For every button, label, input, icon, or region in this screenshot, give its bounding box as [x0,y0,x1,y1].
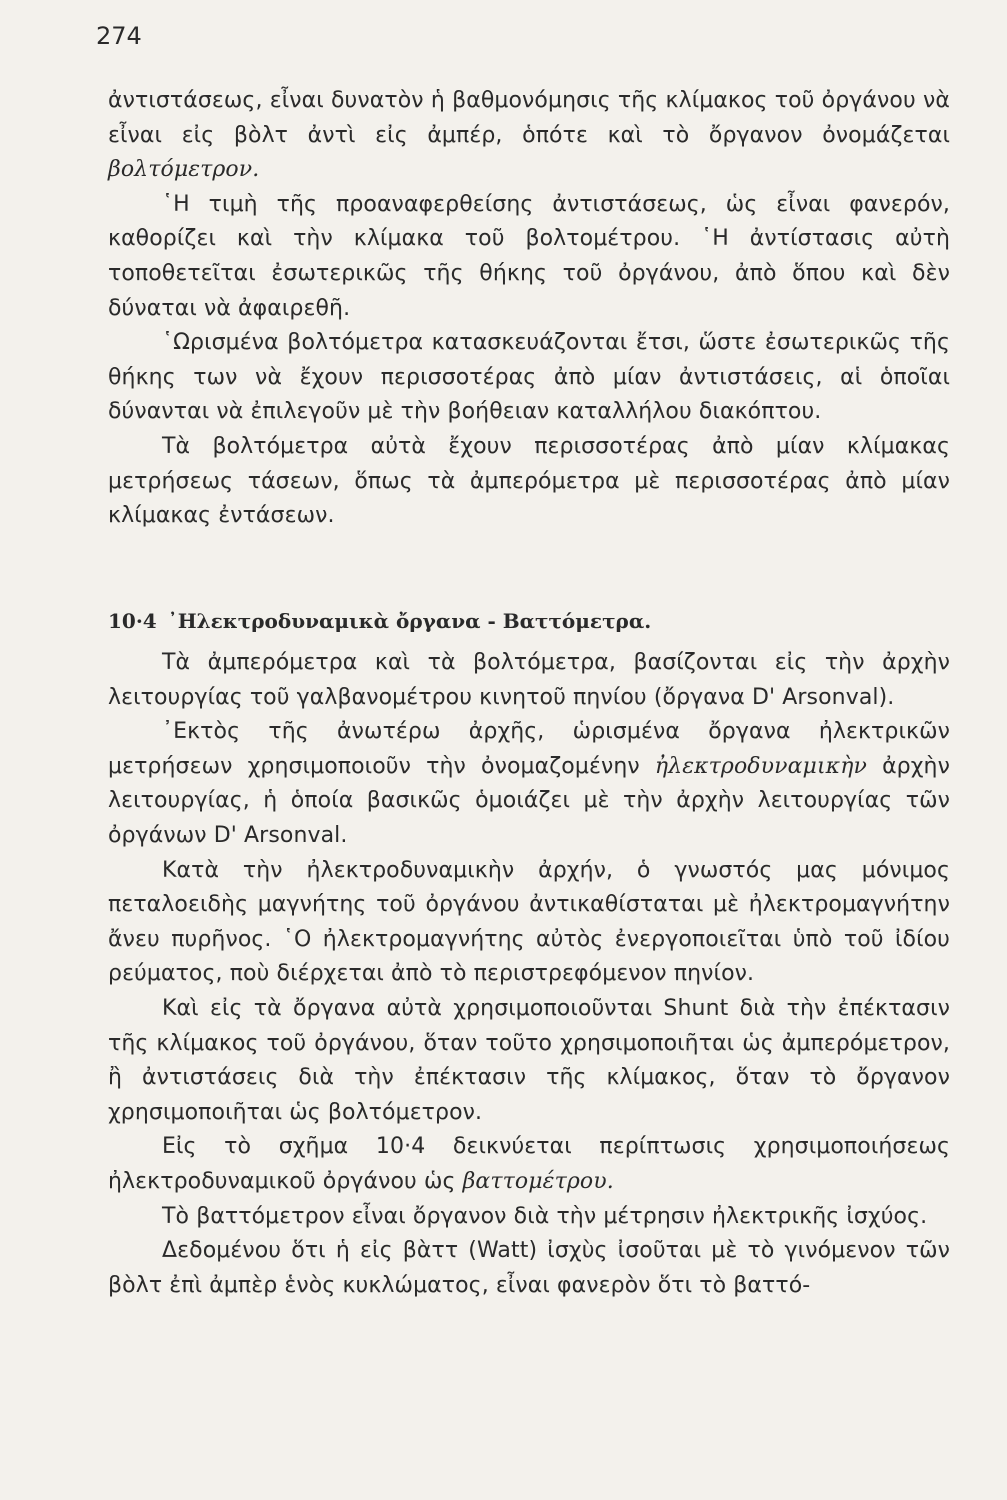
paragraph-3: ῾Ωρισμένα βολτόμετρα κατασκευάζονται ἔτσι, ὥστε ἐσωτερικῶς τῆς θήκης των νὰ ἔχουν περισσοτέρας ἀπὸ μίαν ἀντιστάσεις, αἱ ὁποῖαι δύνανται νὰ ἐπιλεγοῦν μὲ τὴν βοήθειαν καταλλήλου διακόπτου. [108,330,950,425]
paragraph-2: ῾Η τιμὴ τῆς προαναφερθείσης ἀντιστάσεως, ὡς εἶναι φανερόν, καθορίζει καὶ τὴν κλίμακα τοῦ βολτομέτρου. ῾Η ἀντίστασις αὐτὴ τοποθετεῖται ἐσωτερικῶς τῆς θήκης τοῦ ὀργάνου, ἀπὸ ὅπου καὶ δὲν δύναται νὰ ἀφαιρεθῆ. [108,191,950,321]
paragraph-1: ἀντιστάσεως, εἶναι δυνατὸν ἡ βαθμονόμησις τῆς κλίμακος τοῦ ὀργάνου νὰ εἶναι εἰς βὸλτ ἀντὶ εἰς ἀμπέρ, ὁπότε καὶ τὸ ὄργανον ὀνομάζεται βολτόμετρον. [108,88,950,183]
paragraph-10: Τὸ βαττόμετρον εἶναι ὄργανον διὰ τὴν μέτρησιν ἠλεκτρικῆς ἰσχύος. [162,1203,928,1229]
paragraph-5: Τὰ ἀμπερόμετρα καὶ τὰ βολτόμετρα, βασίζονται εἰς τὴν ἀρχὴν λειτουργίας τοῦ γαλβανομέτρου κινητοῦ πηνίου (ὄργανα D' Arsonval). [108,650,950,710]
paragraph-4: Τὰ βολτόμετρα αὐτὰ ἔχουν περισσοτέρας ἀπὸ μίαν κλίμακας μετρήσεως τάσεων, ὅπως τὰ ἀμπερόμετρα μὲ περισσοτέρας ἀπὸ μίαν κλίμακας ἐντάσεων. [108,433,950,529]
paragraph-8: Καὶ εἰς τὰ ὄργανα αὐτὰ χρησιμοποιοῦνται Shunt διὰ τὴν ἐπέκτασιν τῆς κλίμακος τοῦ ὀργάνου, ὅταν τοῦτο χρησιμοποιῆται ὡς ἀμπερόμετρον, ἢ ἀντιστάσεις διὰ τὴν ἐπέκτασιν τῆς κλίμακος, ὅταν τὸ ὄργανον χρησιμοποιῆται ὡς βολτόμετρον. [108,995,950,1125]
paragraph-9: Εἰς τὸ σχῆμα 10·4 δεικνύεται περίπτωσις χρησιμοποιήσεως ἠλεκτροδυναμικοῦ ὀργάνου ὡς βαττομέτρου. [108,1134,950,1194]
page-number: 274 [96,22,142,50]
paragraph-11: Δεδομένου ὅτι ἡ εἰς βὰττ (Watt) ἰσχὺς ἰσοῦται μὲ τὸ γινόμενον τῶν βὸλτ ἐπὶ ἀμπὲρ ἑνὸς κυκλώματος, εἶναι φανερὸν ὅτι τὸ βαττό- [108,1238,950,1298]
section-number: 10·4 [108,609,157,633]
section-heading [108,604,950,638]
paragraph-7: Κατὰ τὴν ἠλεκτροδυναμικὴν ἀρχήν, ὁ γνωστός μας μόνιμος πεταλοειδὴς μαγνήτης τοῦ ὀργάνου ἀντικαθίσταται μὲ ἠλεκτρομαγνήτην ἄνευ πυρῆνος. ῾Ο ἠλεκτρομαγνήτης αὐτὸς ἐνεργοποιεῖται ὑπὸ τοῦ ἰδίου ρεύματος, ποὺ διέρχεται ἀπὸ τὸ περιστρεφόμενον πηνίον. [108,857,950,987]
section-title: ᾿Ηλεκτροδυναμικὰ ὄργανα - Βαττόμετρα. [167,609,652,633]
paragraph-6: ᾿Εκτὸς τῆς ἀνωτέρω ἀρχῆς, ὡρισμένα ὄργανα ἠλεκτρικῶν μετρήσεων χρησιμοποιοῦν τὴν ὀνομαζομένην ἠλεκτροδυναμικὴν ἀρχὴν λειτουργίας, ἡ ὁποία βασικῶς ὁμοιάζει μὲ τὴν ἀρχὴν λειτουργίας τῶν ὀργάνων D' Arsonval. [108,719,950,848]
body-text-upper [108,84,950,534]
body-text-lower [108,646,950,1303]
